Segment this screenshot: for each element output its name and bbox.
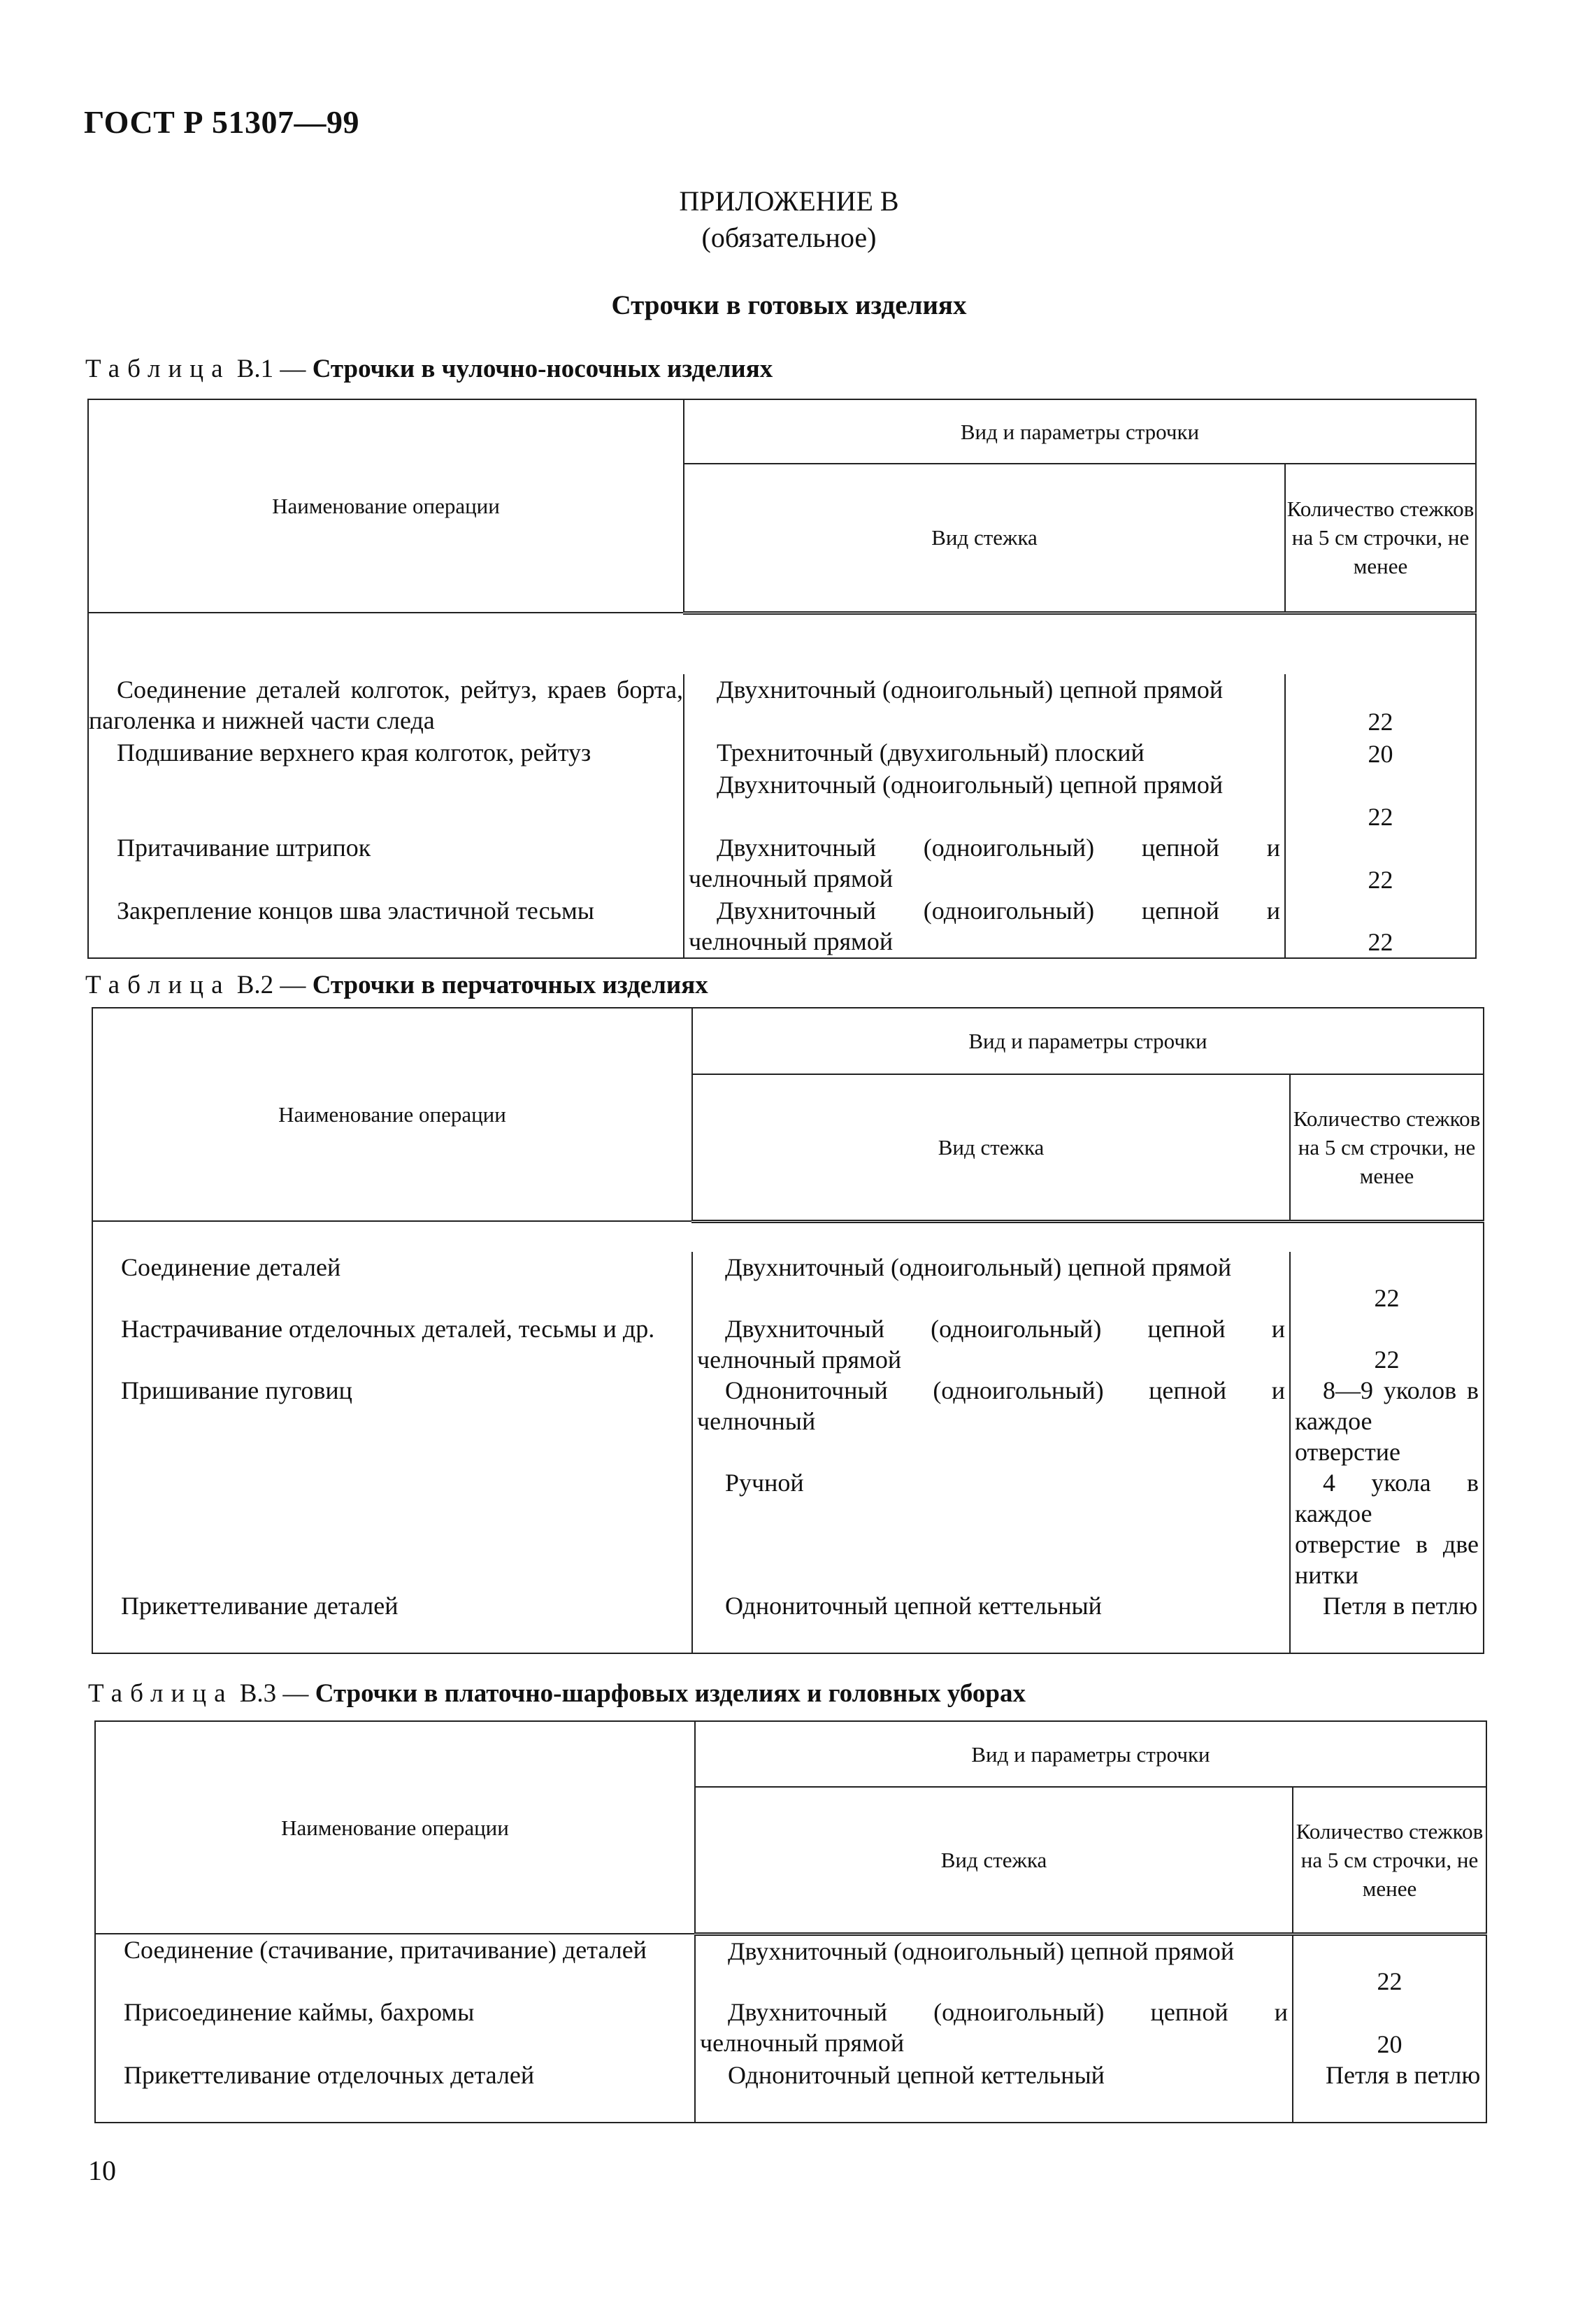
table-number: В.3 — [239,1679,309,1708]
header-operation: Наименование операции [88,399,684,613]
table-row-stitch: Двухниточный (одноигольный) цепной прямой [692,1252,1290,1313]
table-row-count: Петля в петлю [1290,1590,1484,1653]
header-stitch: Вид стежка [684,464,1285,613]
header-count: Количество стежков на 5 см строчки, не менее [1285,464,1476,613]
table-row-count: 22 [1285,895,1476,958]
table-word: Таблица [88,1679,234,1708]
table-title: Строчки в перчаточных изделиях [312,971,708,999]
header-count: Количество стежков на 5 см строчки, не менее [1293,1787,1486,1934]
header-params: Вид и параметры строчки [684,399,1476,464]
table-row-stitch: Трехниточный (двухигольный) плоский [684,737,1285,769]
table-row-stitch: Однониточный цепной кеттельный [695,2060,1293,2123]
table-caption [85,970,708,1000]
table-b2 [92,1007,1484,1654]
table-number: В.1 — [236,355,306,383]
table-row-stitch: Двухниточный (одноигольный) цепной прямой [695,1934,1293,1997]
header-params: Вид и параметры строчки [692,1008,1484,1074]
table-row-operation: Соединение (стачивание, притачивание) деталей [95,1934,695,1997]
table-b3 [94,1720,1487,2123]
table-row-stitch: Ручной [692,1467,1290,1590]
header-params: Вид и параметры строчки [695,1721,1486,1787]
table-row-stitch: Однониточный цепной кеттельный [692,1590,1290,1653]
section-title: Строчки в готовых изделиях [611,290,967,320]
table-word: Таблица [85,971,231,999]
table-row-count: 22 [1285,769,1476,832]
table-row-stitch: Двухниточный (одноигольный) цепной прямой [684,769,1285,832]
table-row-count: 22 [1290,1313,1484,1375]
table-row-count: 20 [1285,737,1476,769]
spacer-row [92,1221,1484,1252]
spacer-row [88,613,1476,674]
table-row-count: 22 [1293,1934,1486,1997]
table-row-operation: Соединение деталей [92,1252,692,1313]
table-row-operation: Соединение деталей колготок, рейтуз, краев борта, паголенка и нижней части следа [88,674,684,737]
header-count: Количество стежков на 5 см строчки, не менее [1290,1074,1484,1221]
table-caption [88,1678,1026,1709]
table-row-count: 22 [1290,1252,1484,1313]
table-row-operation [92,1467,692,1590]
appendix-heading [0,183,1578,256]
header-operation: Наименование операции [95,1721,695,1934]
table-row-count: 20 [1293,1997,1486,2060]
table-row-stitch: Двухниточный (одноигольный) цепной и челночный прямой [692,1313,1290,1375]
table-caption [85,354,773,384]
table-row-count: 22 [1285,674,1476,737]
table-row-operation: Подшивание верхнего края колготок, рейтуз [88,737,684,769]
table-number: В.2 — [236,971,306,999]
table-row-stitch: Двухниточный (одноигольный) цепной прямой [684,674,1285,737]
table-row-operation: Настрачивание отделочных деталей, тесьмы и др. [92,1313,692,1375]
table-row-count: Петля в петлю [1293,2060,1486,2123]
page-number: 10 [88,2155,116,2186]
table-row-stitch: Двухниточный (одноигольный) цепной и челночный прямой [695,1997,1293,2060]
table-row-count: 22 [1285,832,1476,895]
table-row-stitch: Однониточный (одноигольный) цепной и челночный [692,1375,1290,1467]
table-row-stitch: Двухниточный (одноигольный) цепной и челночный прямой [684,832,1285,895]
appendix-status: (обязательное) [701,222,877,253]
table-row-operation [88,769,684,832]
table-word: Таблица [85,355,231,383]
table-row-operation: Закрепление концов шва эластичной тесьмы [88,895,684,958]
table-b1 [87,399,1477,959]
table-row-operation: Пришивание пуговиц [92,1375,692,1467]
table-row-operation: Присоединение каймы, бахромы [95,1997,695,2060]
header-operation: Наименование операции [92,1008,692,1221]
document-id: ГОСТ Р 51307—99 [84,104,359,140]
table-row-count: 8—9 уколов в каждое отверстие [1290,1375,1484,1467]
table-row-operation: Притачивание штрипок [88,832,684,895]
table-title: Строчки в чулочно-носочных изделиях [312,355,773,383]
table-title: Строчки в платочно-шарфовых изделиях и головных уборах [315,1679,1026,1708]
table-row-operation: Прикеттеливание отделочных деталей [95,2060,695,2123]
header-stitch: Вид стежка [692,1074,1290,1221]
header-stitch: Вид стежка [695,1787,1293,1934]
table-row-operation: Прикеттеливание деталей [92,1590,692,1653]
table-row-count: 4 укола в каждое отверстие в две нитки [1290,1467,1484,1590]
appendix-title: ПРИЛОЖЕНИЕ В [679,185,899,217]
table-row-stitch: Двухниточный (одноигольный) цепной и челночный прямой [684,895,1285,958]
